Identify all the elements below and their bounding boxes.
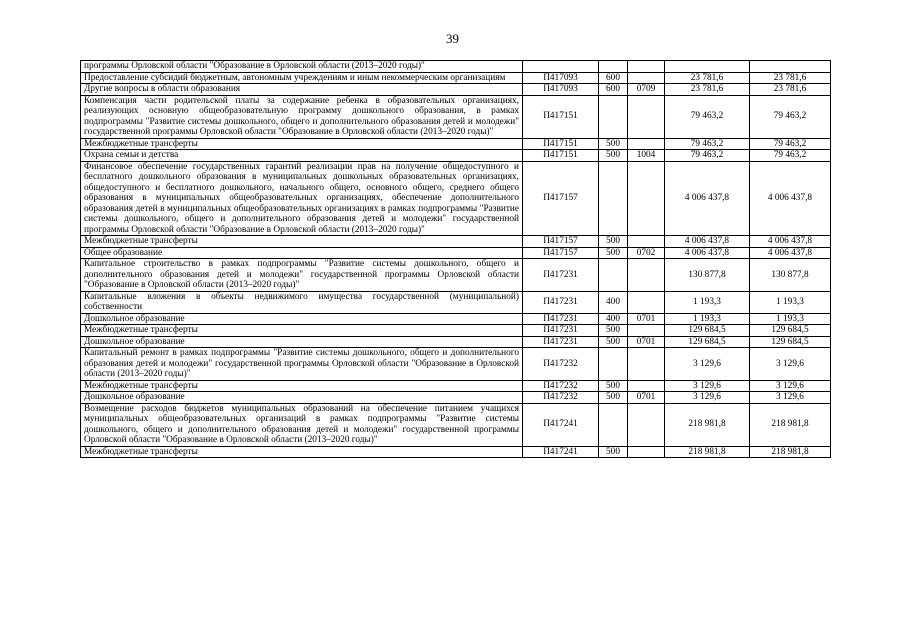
table-row bbox=[81, 348, 831, 381]
table-row bbox=[81, 150, 831, 162]
target-article-code: П417151 bbox=[523, 138, 599, 150]
expense-type-code: 500 bbox=[599, 247, 628, 259]
amount-second: 4 006 437,8 bbox=[750, 161, 831, 236]
expense-name: Возмещение расходов бюджетов муниципальных образований на обеспечение питанием учащихся муниципальных общеобразовательных организаций в рамках подпрограммы "Развитие системы дошкольного, общего и дополнительного образования детей и молодежи" государственной программы Орловской области "Образование в Орловской области (2013–2020 годы)" bbox=[81, 403, 523, 446]
amount-second: 130 877,8 bbox=[750, 259, 831, 292]
budget-table-body bbox=[81, 61, 831, 458]
table-row bbox=[81, 84, 831, 96]
expense-name: программы Орловской области "Образование в Орловской области (2013–2020 годы)" bbox=[81, 61, 523, 73]
expense-name: Капитальный ремонт в рамках подпрограммы "Развитие системы дошкольного, общего и дополнительного образования детей и молодежи" государственной программы Орловской области "Образование в Орловской области (2013–2020 годы)" bbox=[81, 348, 523, 381]
expense-name: Капитальные вложения в объекты недвижимого имущества государственной (муниципальной) собственности bbox=[81, 291, 523, 313]
amount-first: 79 463,2 bbox=[665, 150, 750, 162]
table-row bbox=[81, 446, 831, 458]
expense-type-code: 400 bbox=[599, 291, 628, 313]
target-article-code: П417231 bbox=[523, 259, 599, 292]
section-code bbox=[628, 61, 665, 73]
expense-name: Предоставление субсидий бюджетным, автономным учреждениям и иным некоммерческим организациям bbox=[81, 72, 523, 84]
target-article-code: П417231 bbox=[523, 291, 599, 313]
expense-type-code: 600 bbox=[599, 72, 628, 84]
amount-second: 3 129,6 bbox=[750, 348, 831, 381]
section-code bbox=[628, 138, 665, 150]
target-article-code: П417232 bbox=[523, 348, 599, 381]
amount-first: 23 781,6 bbox=[665, 72, 750, 84]
amount-first: 3 129,6 bbox=[665, 348, 750, 381]
table-row bbox=[81, 236, 831, 248]
expense-name: Межбюджетные трансферты bbox=[81, 380, 523, 392]
expense-type-code: 500 bbox=[599, 380, 628, 392]
table-row bbox=[81, 325, 831, 337]
section-code bbox=[628, 72, 665, 84]
amount-first: 4 006 437,8 bbox=[665, 236, 750, 248]
table-row bbox=[81, 72, 831, 84]
section-code bbox=[628, 348, 665, 381]
table-row bbox=[81, 380, 831, 392]
expense-type-code: 500 bbox=[599, 336, 628, 348]
page-number: 39 bbox=[446, 31, 459, 46]
amount-first: 1 193,3 bbox=[665, 313, 750, 325]
amount-first bbox=[665, 61, 750, 73]
amount-first: 129 684,5 bbox=[665, 325, 750, 337]
expense-name: Общее образование bbox=[81, 247, 523, 259]
amount-first: 79 463,2 bbox=[665, 95, 750, 138]
expense-name: Охрана семьи и детства bbox=[81, 150, 523, 162]
amount-second: 1 193,3 bbox=[750, 291, 831, 313]
expense-type-code: 500 bbox=[599, 236, 628, 248]
section-code bbox=[628, 325, 665, 337]
amount-first: 218 981,8 bbox=[665, 446, 750, 458]
target-article-code: П417241 bbox=[523, 403, 599, 446]
table-row bbox=[81, 313, 831, 325]
section-code bbox=[628, 446, 665, 458]
expense-name: Межбюджетные трансферты bbox=[81, 325, 523, 337]
section-code bbox=[628, 403, 665, 446]
expense-type-code: 500 bbox=[599, 150, 628, 162]
section-code bbox=[628, 259, 665, 292]
expense-name: Другие вопросы в области образования bbox=[81, 84, 523, 96]
amount-first: 4 006 437,8 bbox=[665, 247, 750, 259]
section-code bbox=[628, 236, 665, 248]
expense-name: Дошкольное образование bbox=[81, 336, 523, 348]
amount-first: 129 684,5 bbox=[665, 336, 750, 348]
table-row bbox=[81, 247, 831, 259]
table-row bbox=[81, 259, 831, 292]
amount-second: 129 684,5 bbox=[750, 336, 831, 348]
amount-first: 218 981,8 bbox=[665, 403, 750, 446]
amount-second: 4 006 437,8 bbox=[750, 247, 831, 259]
section-code bbox=[628, 380, 665, 392]
expense-name: Межбюджетные трансферты bbox=[81, 236, 523, 248]
section-code: 1004 bbox=[628, 150, 665, 162]
amount-second: 23 781,6 bbox=[750, 72, 831, 84]
target-article-code: П417241 bbox=[523, 446, 599, 458]
amount-first: 23 781,6 bbox=[665, 84, 750, 96]
amount-first: 79 463,2 bbox=[665, 138, 750, 150]
expense-type-code bbox=[599, 61, 628, 73]
expense-type-code: 500 bbox=[599, 446, 628, 458]
target-article-code: П417093 bbox=[523, 84, 599, 96]
expense-type-code bbox=[599, 348, 628, 381]
amount-second: 218 981,8 bbox=[750, 446, 831, 458]
target-article-code: П417231 bbox=[523, 325, 599, 337]
amount-second: 4 006 437,8 bbox=[750, 236, 831, 248]
section-code: 0701 bbox=[628, 392, 665, 404]
section-code bbox=[628, 161, 665, 236]
expense-name: Дошкольное образование bbox=[81, 392, 523, 404]
amount-second bbox=[750, 61, 831, 73]
table-row bbox=[81, 138, 831, 150]
expense-name: Дошкольное образование bbox=[81, 313, 523, 325]
table-row bbox=[81, 95, 831, 138]
expense-type-code bbox=[599, 403, 628, 446]
target-article-code: П417232 bbox=[523, 392, 599, 404]
section-code: 0701 bbox=[628, 313, 665, 325]
table-row bbox=[81, 336, 831, 348]
amount-second: 1 193,3 bbox=[750, 313, 831, 325]
amount-second: 79 463,2 bbox=[750, 150, 831, 162]
amount-second: 79 463,2 bbox=[750, 95, 831, 138]
target-article-code: П417093 bbox=[523, 72, 599, 84]
expense-name: Межбюджетные трансферты bbox=[81, 446, 523, 458]
target-article-code: П417232 bbox=[523, 380, 599, 392]
amount-second: 79 463,2 bbox=[750, 138, 831, 150]
section-code: 0702 bbox=[628, 247, 665, 259]
budget-table bbox=[80, 60, 831, 458]
expense-type-code bbox=[599, 161, 628, 236]
expense-type-code: 500 bbox=[599, 392, 628, 404]
expense-name: Капитальное строительство в рамках подпрограммы "Развитие системы дошкольного, общего и дополнительного образования детей и молодежи" государственной программы Орловской области "Образование в Орловской области (2013–2020 годы)" bbox=[81, 259, 523, 292]
target-article-code bbox=[523, 61, 599, 73]
amount-second: 129 684,5 bbox=[750, 325, 831, 337]
amount-second: 218 981,8 bbox=[750, 403, 831, 446]
amount-second: 3 129,6 bbox=[750, 380, 831, 392]
target-article-code: П417231 bbox=[523, 313, 599, 325]
expense-type-code: 600 bbox=[599, 84, 628, 96]
expense-type-code bbox=[599, 259, 628, 292]
expense-name: Финансовое обеспечение государственных гарантий реализации прав на получение общедоступного и бесплатного дошкольного образования в муниципальных дошкольных образовательных организациях, общедоступного и бесплатного дошкольного, начального общего, основного общего, среднего общего образования в муниципальных общеобразовательных организациях, обеспечение дополнительного образования детей в муниципальных общеобразовательных организациях в рамках подпрограммы "Развитие системы дошкольного, общего и дополнительного образования детей и молодежи" государственной программы Орловской области "Образование в Орловской области (2013–2020 годы)" bbox=[81, 161, 523, 236]
expense-type-code: 500 bbox=[599, 325, 628, 337]
expense-type-code: 500 bbox=[599, 138, 628, 150]
amount-first: 3 129,6 bbox=[665, 380, 750, 392]
target-article-code: П417151 bbox=[523, 95, 599, 138]
table-row bbox=[81, 403, 831, 446]
table-row bbox=[81, 392, 831, 404]
table-row bbox=[81, 161, 831, 236]
target-article-code: П417157 bbox=[523, 236, 599, 248]
section-code: 0701 bbox=[628, 336, 665, 348]
expense-name: Компенсация части родительской платы за содержание ребенка в образовательных организациях, реализующих основную общеобразовательную программу дошкольного образования, в рамках подпрограммы "Развитие системы дошкольного, общего и дополнительного образования детей и молодежи" государственной программы Орловской области "Образование в Орловской области (2013–2020 годы)" bbox=[81, 95, 523, 138]
amount-second: 23 781,6 bbox=[750, 84, 831, 96]
section-code bbox=[628, 95, 665, 138]
target-article-code: П417157 bbox=[523, 247, 599, 259]
table-row bbox=[81, 291, 831, 313]
section-code: 0709 bbox=[628, 84, 665, 96]
amount-first: 130 877,8 bbox=[665, 259, 750, 292]
amount-first: 4 006 437,8 bbox=[665, 161, 750, 236]
expense-name: Межбюджетные трансферты bbox=[81, 138, 523, 150]
amount-first: 3 129,6 bbox=[665, 392, 750, 404]
amount-second: 3 129,6 bbox=[750, 392, 831, 404]
expense-type-code bbox=[599, 95, 628, 138]
table-row bbox=[81, 61, 831, 73]
expense-type-code: 400 bbox=[599, 313, 628, 325]
target-article-code: П417231 bbox=[523, 336, 599, 348]
section-code bbox=[628, 291, 665, 313]
amount-first: 1 193,3 bbox=[665, 291, 750, 313]
target-article-code: П417151 bbox=[523, 150, 599, 162]
target-article-code: П417157 bbox=[523, 161, 599, 236]
